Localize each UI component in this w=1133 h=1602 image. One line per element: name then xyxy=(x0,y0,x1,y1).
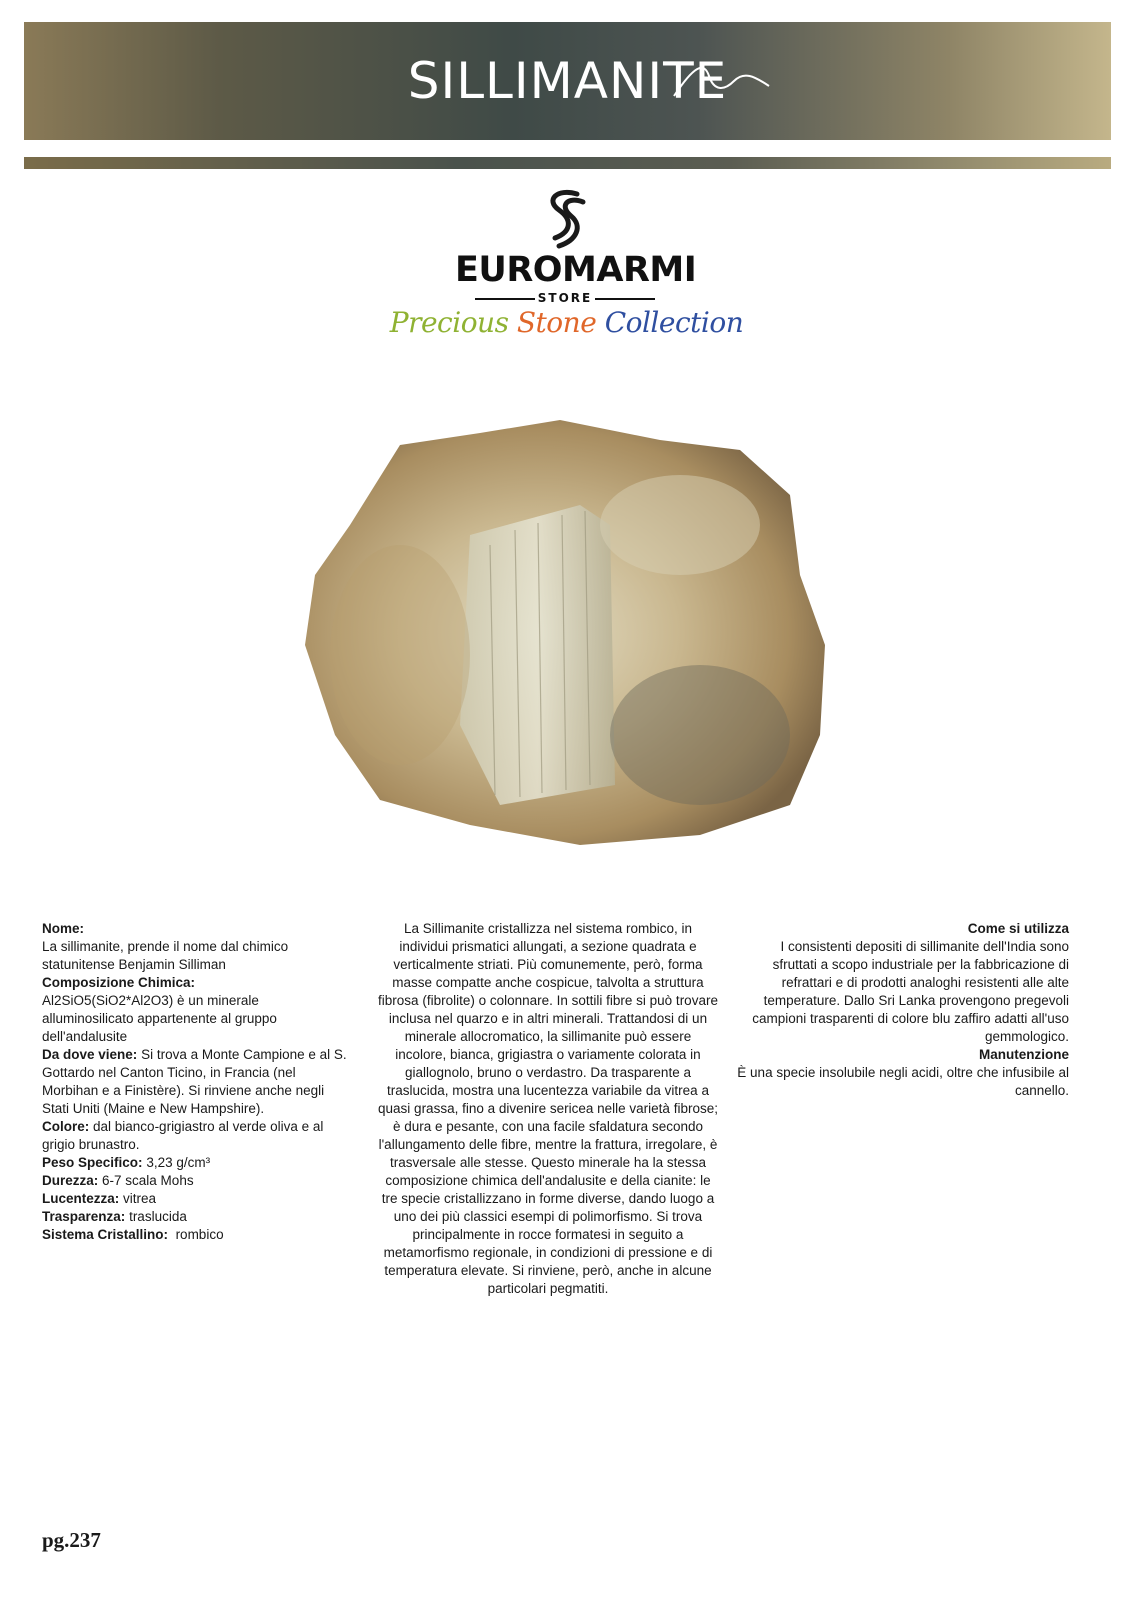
lucentezza-label: Lucentezza: xyxy=(42,1191,120,1206)
uso-label: Come si utilizza xyxy=(967,921,1069,936)
trasparenza-text: traslucida xyxy=(129,1209,187,1224)
dove-label: Da dove viene: xyxy=(42,1047,138,1062)
uso-text: I consistenti depositi di sillimanite dell'India sono sfruttati a scopo industriale per la fabbricazione di refrattari e di prodotti analoghi resistenti alle alte temperature. Dallo Sri Lanka provengono pregevoli campioni trasparenti di colore blu zaffiro adatti all'uso gemmologico. xyxy=(752,939,1069,1044)
collection-word-stone: Stone xyxy=(516,306,597,339)
collection-word-collection: Collection xyxy=(604,306,744,339)
usage-column xyxy=(737,920,1069,1100)
logo-s-mark-icon xyxy=(537,188,593,250)
logo-store: STORE xyxy=(537,291,593,305)
logo-store-line xyxy=(475,291,655,305)
lucentezza-text: vitrea xyxy=(123,1191,157,1206)
dove-text: Si trova a Monte Campione e al S. Gottardo nel Canton Ticino, in Francia (nel Morbihan e a Finistère). Si rinviene anche negli Stati Uniti (Maine e New Hampshire). xyxy=(42,1047,347,1116)
manutenzione-text: È una specie insolubile negli acidi, oltre che infusibile al cannello. xyxy=(737,1065,1069,1098)
durezza-text: 6-7 scala Mohs xyxy=(102,1173,194,1188)
nome-text: La sillimanite, prende il nome dal chimico statunitense Benjamin Silliman xyxy=(42,939,289,972)
peso-label: Peso Specifico: xyxy=(42,1155,143,1170)
properties-column xyxy=(42,920,347,1244)
peso-text: 3,23 g/cm³ xyxy=(146,1155,211,1170)
composizione-text: Al2SiO5(SiO2*Al2O3) è un minerale alluminosilicato appartenente al gruppo dell'andalusite xyxy=(42,993,277,1044)
page-title: SILLIMANITE xyxy=(407,52,728,110)
description-paragraph: La Sillimanite cristallizza nel sistema rombico, in individui prismatici allungati, a sezione quadrata e verticalmente striati. Più comunemente, però, forma masse compatte anche cospicue, talvolta a struttura fibrosa (fibrolite) o colonnare. In sottili fibre si può trovare inclusa nel quarzo e in altri minerali. Trattandosi di un minerale allocromatico, la sillimanite può essere incolore, bianca, grigiastra o variamente colorata in giallognolo, bruno o verdastro. Da trasparente a traslucida, mostra una lucentezza variabile da vitrea a quasi grassa, fino a divenire sericea nelle varietà fibrose; è dura e pesante, con una facile sfaldatura secondo l'allungamento delle fibre, mentre la frattura, irregolare, è trasversale alle stesse. Questo minerale ha la stessa composizione chimica dell'andalusite e della cianite: le tre specie cristallizzano in forme diverse, dando luogo a uno dei più classici esempi di polimorfismo. Si trova principalmente in rocce formatesi in seguito a metamorfismo regionale, in condizioni di pressione e di temperatura elevate. Si rinviene, però, anche in alcune particolari pegmatiti. xyxy=(378,921,718,1296)
flourish-icon xyxy=(664,56,774,106)
collection-word-precious: Precious xyxy=(389,306,509,339)
logo-name: EUROMARMI xyxy=(455,250,697,290)
description-column xyxy=(378,920,718,1298)
composizione-label: Composizione Chimica: xyxy=(42,975,196,990)
sillimanite-stone-photo xyxy=(280,405,860,850)
nome-label: Nome: xyxy=(42,921,85,936)
page-number: pg.237 xyxy=(42,1528,101,1552)
collection-tagline xyxy=(0,306,1133,339)
trasparenza-label: Trasparenza: xyxy=(42,1209,126,1224)
manutenzione-label: Manutenzione xyxy=(979,1047,1069,1062)
title-banner xyxy=(24,22,1111,140)
durezza-label: Durezza: xyxy=(42,1173,99,1188)
colore-text: dal bianco-grigiastro al verde oliva e al grigio brunastro. xyxy=(42,1119,324,1152)
divider-band xyxy=(24,157,1111,169)
colore-label: Colore: xyxy=(42,1119,90,1134)
sistema-text: rombico xyxy=(175,1227,224,1242)
sistema-label: Sistema Cristallino: xyxy=(42,1227,169,1242)
